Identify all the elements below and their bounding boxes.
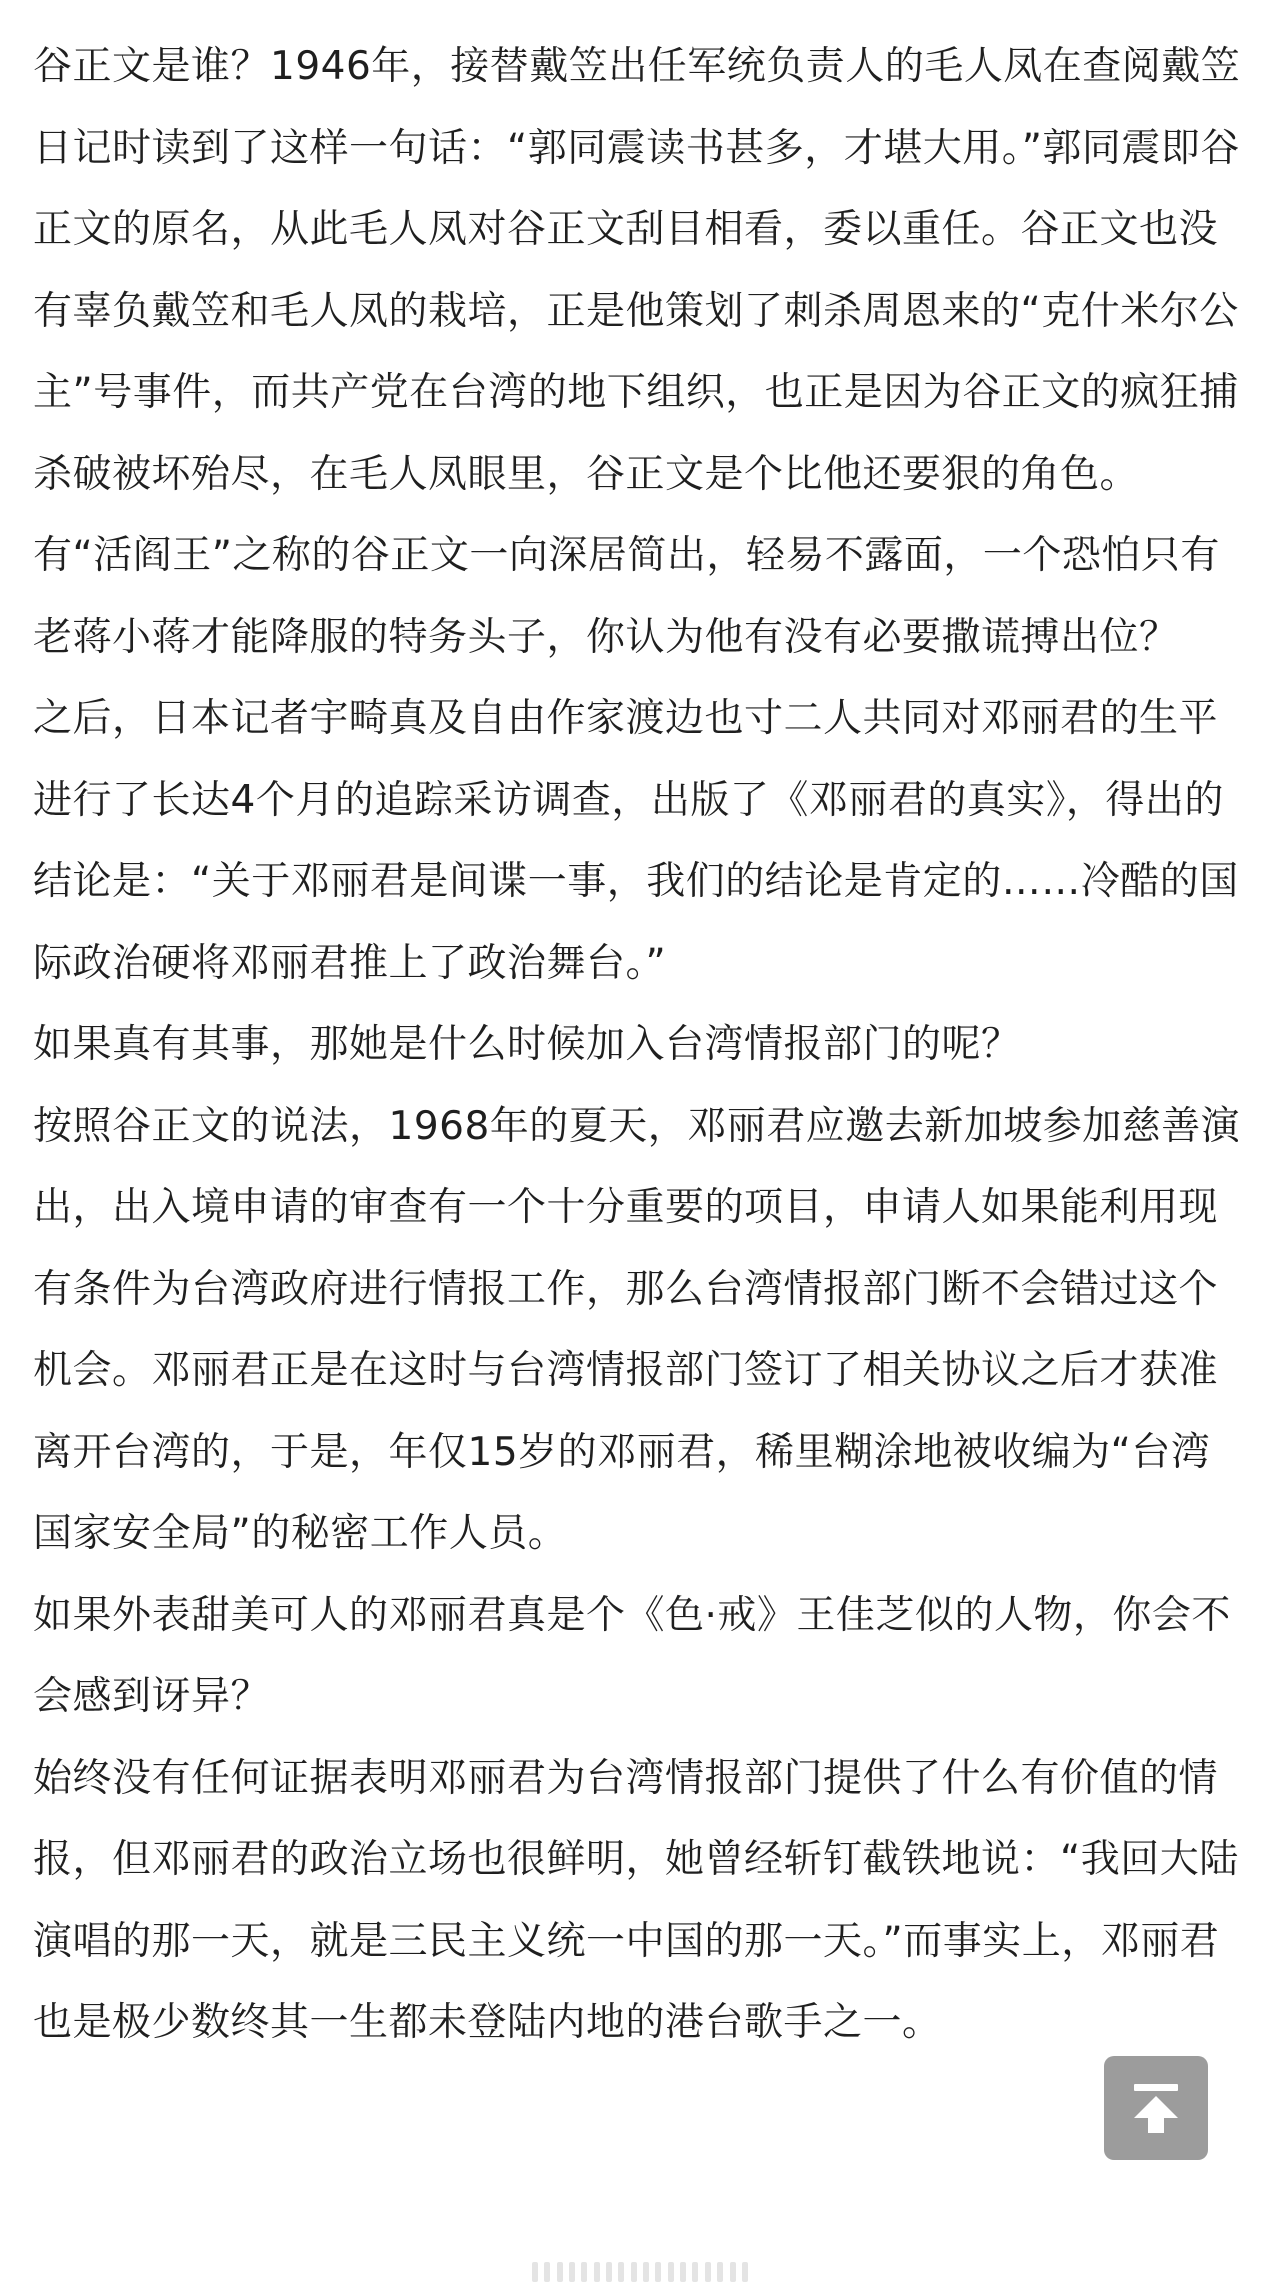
article-paragraph: 有“活阎王”之称的谷正文一向深居简出，轻易不露面，一个恐怕只有老蒋小蒋才能降服的特务头子，你认为他有没有必要撒谎搏出位？ <box>33 533 1220 660</box>
article-paragraph: 如果真有其事，那她是什么时候加入台湾情报部门的呢？ <box>33 1022 1021 1067</box>
article-paragraph: 谷正文是谁？1946年，接替戴笠出任军统负责人的毛人凤在查阅戴笠日记时读到了这样一句话：“郭同震读书甚多，才堪大用。”郭同震即谷正文的原名，从此毛人凤对谷正文刮目相看，委以重任。谷正文也没有辜负戴笠和毛人凤的栽培，正是他策划了刺杀周恩来的“克什米尔公主”号事件，而共产党在台湾的地下组织，也正是因为谷正文的疯狂捕杀破被坏殆尽，在毛人凤眼里，谷正文是个比他还要狠的角色。 <box>33 44 1241 497</box>
scroll-to-top-button[interactable] <box>1104 2056 1208 2160</box>
article-paragraph: 始终没有任何证据表明邓丽君为台湾情报部门提供了什么有价值的情报，但邓丽君的政治立场也很鲜明，她曾经斩钉截铁地说：“我回大陆演唱的那一天，就是三民主义统一中国的那一天。”而事实上，邓丽君也是极少数终其一生都未登陆内地的港台歌手之一。 <box>33 1755 1239 2045</box>
article-body <box>33 26 1248 2064</box>
arrow-up-to-line-icon <box>1126 2078 1186 2138</box>
article-paragraph: 按照谷正文的说法，1968年的夏天，邓丽君应邀去新加坡参加慈善演出，出入境申请的审查有一个十分重要的项目，申请人如果能利用现有条件为台湾政府进行情报工作，那么台湾情报部门断不会错过这个机会。邓丽君正是在这时与台湾情报部门签订了相关协议之后才获准离开台湾的，于是，年仅15岁的邓丽君，稀里糊涂地被收编为“台湾国家安全局”的秘密工作人员。 <box>33 1103 1241 1556</box>
bottom-edge-indicator <box>532 2262 748 2282</box>
article-paragraph: 如果外表甜美可人的邓丽君真是个《色·戒》王佳芝似的人物，你会不会感到讶异？ <box>33 1592 1231 1719</box>
article-paragraph: 之后，日本记者宇畸真及自由作家渡边也寸二人共同对邓丽君的生平进行了长达4个月的追踪采访调查，出版了《邓丽君的真实》，得出的结论是：“关于邓丽君是间谍一事，我们的结论是肯定的……冷酷的国际政治硬将邓丽君推上了政治舞台。” <box>33 696 1239 986</box>
